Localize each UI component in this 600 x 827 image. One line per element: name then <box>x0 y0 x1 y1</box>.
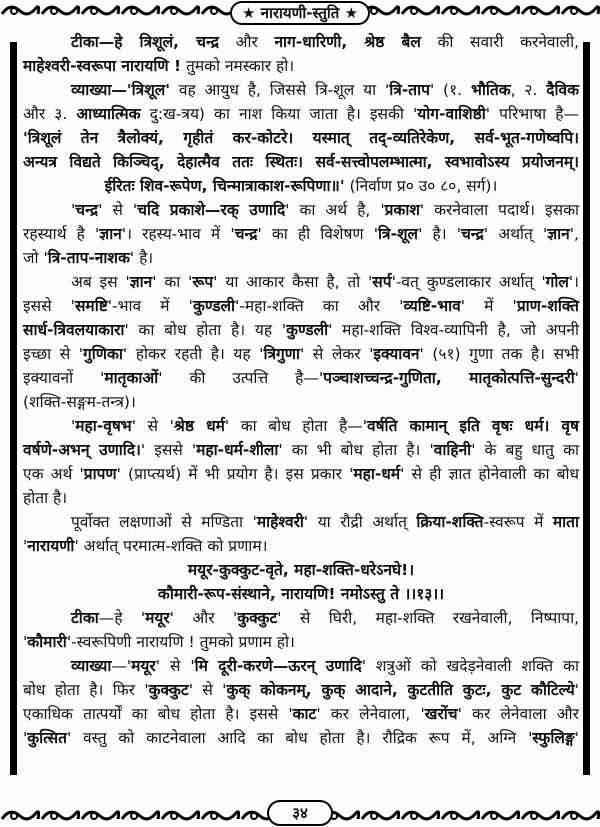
text-span: होता है। <box>23 489 68 507</box>
bold-text: वर्षणे-अभन् उणादि। <box>23 441 141 459</box>
text-span: ' <box>23 729 28 747</box>
text-span: ' करनेवाला पदार्थ। इसका <box>419 201 579 219</box>
text-line <box>23 150 579 174</box>
bold-text: मि दूरी-करणे—ऊरन् उणादि <box>194 657 362 675</box>
text-line <box>23 558 579 582</box>
text-span: ' है। <box>129 249 154 267</box>
bold-text: चदि प्रकाशे—रक् उणादि <box>137 201 286 219</box>
bold-text: अन्यत्र विद्यते किञ्चिद्, देहात्मैव ततः स्थितः। सर्व-सत्त्वोपलम्भात्मा, स्वभावोऽस्य प्रयोजनम्। <box>23 153 579 171</box>
bold-text: कुत्सित <box>27 729 67 747</box>
text-span: (शक्ति-सङ्गम-तन्त्र)। <box>23 393 136 411</box>
text-span: ' से लेकर ' <box>299 345 374 363</box>
bold-text: दैविक <box>546 81 579 99</box>
bold-text: 'त्रिशूलं तेन त्रैलोक्यं, गृहीतं कर-कोटरे। यस्मात् तद्-व्यतिरेकेण, सर्व-भूत-गणेष्वपि। <box>23 129 579 147</box>
text-line <box>23 462 579 486</box>
text-line <box>23 246 579 270</box>
bold-text: रूप <box>192 273 214 291</box>
right-frame-bar <box>583 42 590 775</box>
text-span: ' का बोध होता है। यह ' <box>124 321 287 339</box>
bold-text: चन्द्र <box>75 201 99 219</box>
text-span: ' वस्तु को काटनेवाला आदि का बोध होता है। रौद्रिक रूप में, अग्नि ' <box>66 729 533 747</box>
bold-text: त्रि-ताप-नाशक <box>47 249 130 267</box>
text-span: ' का ' <box>152 273 193 291</box>
text-span: बोध होता है। फिर ' <box>23 681 149 699</box>
bold-text: त्रि-ताप <box>389 81 430 99</box>
text-line <box>23 78 579 102</box>
text-line <box>23 534 579 558</box>
bold-text: प्रापण <box>83 465 117 483</box>
bold-text: टीका <box>71 609 99 627</box>
text-span: ' में ' <box>460 297 517 315</box>
bold-text: वाहिनी <box>433 441 472 459</box>
bold-text: पञ्चाशच्चन्द्र-गुणिता, मातृकोत्पत्ति-सुन्दरी <box>323 369 575 387</box>
bold-text: चन्द्र <box>460 225 484 243</box>
text-line <box>23 294 579 318</box>
text-span: ' महा-शक्ति विश्व-व्यापिनी है, जो अपनी <box>328 321 579 339</box>
bold-text: ईरितः शिव-रूपेण, चिन्मात्राकाश-रूपिणा॥' <box>104 177 345 195</box>
bold-text: कुक् कोकनम्, कुक् आदाने, कुटतीति कुटः, कुट कौटिल्ये <box>226 681 575 699</box>
text-span: ' (प्राप्त्यर्थ) में भी प्रयोग है। इस प्रकार ' <box>116 465 354 483</box>
bold-text: माहेश्वरी <box>256 513 304 531</box>
text-span: (निर्वाण प्र० उ० ८०, सर्ग)। <box>344 177 498 195</box>
bold-text: सार्ध-त्रिवलयाकारा <box>23 321 125 339</box>
text-span: ' का भी बोध होता है। ' <box>278 441 434 459</box>
text-span: ' का ही विशेषण ' <box>257 225 379 243</box>
text-line <box>23 270 579 294</box>
text-line <box>23 102 579 126</box>
text-line <box>23 654 579 678</box>
body-text <box>23 30 579 750</box>
text-span: इक्यावनों ' <box>23 369 105 387</box>
bold-text: चन्द्र <box>234 225 258 243</box>
text-span: —' <box>111 657 132 675</box>
bold-text: मयूर <box>145 609 170 627</box>
text-line <box>23 510 579 534</box>
text-span: ' से ' <box>98 201 138 219</box>
text-span: '-स्वरूपिणी नारायणि ! तुमको प्रणाम हो। <box>66 633 295 651</box>
text-span: ' है। ' <box>418 225 461 243</box>
bold-text: इक्यावन <box>373 345 420 363</box>
text-span: ' कर लेनेवाला और <box>457 705 580 723</box>
text-span: जो ' <box>23 249 48 267</box>
bold-text: ज्ञान <box>99 225 122 243</box>
bold-text: ज्ञान <box>547 225 570 243</box>
text-span: ' <box>574 729 579 747</box>
bold-text: गुणिका <box>83 345 123 363</box>
text-span: ' से घिरी, महा-शक्ति रखनेवाली, निष्पापा, <box>277 609 580 627</box>
page-number: ३४ <box>267 800 333 826</box>
text-span: ' होकर रहती है। यह ' <box>122 345 264 363</box>
text-span: ' और ' <box>169 609 238 627</box>
bold-text: कुण्डली <box>192 297 236 315</box>
bold-text: महा-धर्म-शीला <box>196 441 279 459</box>
text-span: —हे ' <box>98 609 146 627</box>
bold-text: टीका—हे त्रिशूलं, चन्द्र <box>71 33 220 51</box>
text-span: ' का अर्थ है, ' <box>285 201 385 219</box>
bold-text: माहेश्वरी-स्वरूपा नारायणि ! <box>23 57 182 75</box>
text-span: पूर्वोक्त लक्षणाओं से मण्डिता ' <box>71 513 257 531</box>
text-span: ' कर लेनेवाला, ' <box>316 705 425 723</box>
text-line <box>23 486 579 510</box>
text-span: '। <box>568 273 579 291</box>
bold-text: नाग-धारिणी, श्रेष्ठ बैल <box>274 33 421 51</box>
text-span: ' <box>23 537 28 555</box>
bold-text: त्रिगुणा <box>263 345 300 363</box>
bold-text: वर्षति कामान् इति वृषः धर्म। वृष <box>366 417 580 435</box>
text-span: तुमको नमस्कार हो। <box>181 57 295 75</box>
text-span: ' परिभाषा है— <box>485 105 579 123</box>
bold-text: कुक्कुट <box>237 609 278 627</box>
bold-text: आध्यात्मिक <box>76 105 141 123</box>
text-span: ' की उत्पत्ति है—' <box>158 369 324 387</box>
text-line <box>23 438 579 462</box>
page-title: ★ नारायणी-स्तुति ★ <box>230 1 370 25</box>
text-span: ' (५१) गुणा तक है। सभी <box>419 345 579 363</box>
text-span: ' से ' <box>131 417 174 435</box>
bold-text: कुण्डली <box>286 321 329 339</box>
bold-text: कौमारी <box>27 633 67 651</box>
text-span: ' इससे ' <box>140 441 197 459</box>
text-span: ' <box>23 633 28 651</box>
text-line <box>23 678 579 702</box>
text-line <box>23 726 579 750</box>
text-line <box>23 174 579 198</box>
text-line <box>23 198 579 222</box>
text-span: '। रहस्य-भाव में ' <box>121 225 235 243</box>
left-frame-bar <box>10 42 17 775</box>
bold-text: व्यष्टि-भाव <box>403 297 461 315</box>
text-line <box>23 318 579 342</box>
text-span: ' <box>71 201 76 219</box>
bold-text: गोल <box>545 273 569 291</box>
bold-text: योग-वाशिष्ठी <box>417 105 486 123</box>
text-span: दु:ख-त्रय) का नाश किया जाता है। इसकी ' <box>140 105 418 123</box>
text-line <box>23 414 579 438</box>
text-line <box>23 606 579 630</box>
text-span: ' के बहु धातु का <box>471 441 579 459</box>
bold-text: काट <box>292 705 317 723</box>
bold-text: नारायणी <box>27 537 75 555</box>
text-span: वह आयुध है, जिससे त्रि-शूल या ' <box>170 81 390 99</box>
text-span: एक अर्थ ' <box>23 465 84 483</box>
text-span: इच्छा से ' <box>23 345 84 363</box>
text-span: ' से ' <box>188 681 227 699</box>
bold-text: प्रकाश <box>384 201 420 219</box>
bold-text: मातृकाओं <box>104 369 159 387</box>
text-line <box>23 342 579 366</box>
text-span: और ३. <box>23 105 77 123</box>
text-span: ' या रौद्री अर्थात् <box>303 513 417 531</box>
text-span: ' से ' <box>155 657 195 675</box>
text-span: -स्वरूप में <box>483 513 553 531</box>
text-line <box>23 630 579 654</box>
bold-text: कुक्कुट <box>148 681 189 699</box>
text-span: एकाधिक तात्पर्यों का बोध होता है। इससे ' <box>23 705 293 723</box>
text-span: ' से ही ज्ञात होनेवाली का बोध <box>400 465 579 483</box>
bold-text: क्रिया-शक्ति <box>416 513 484 531</box>
text-line <box>23 222 579 246</box>
text-span: ' <box>574 369 579 387</box>
text-span: इससे ' <box>23 297 75 315</box>
bold-text: ज्ञान <box>129 273 153 291</box>
text-span: ' (१. <box>429 81 471 99</box>
text-span: '-महा-शक्ति का और ' <box>235 297 404 315</box>
bold-text: महा-धर्म <box>353 465 401 483</box>
bold-text: त्रि-शूल <box>378 225 419 243</box>
bold-text: समष्टि <box>74 297 108 315</box>
text-span: ' अर्थात् ' <box>483 225 548 243</box>
text-span: ' का बोध होता है—' <box>224 417 367 435</box>
bold-text: मयूर-कुक्कुट-वृते, महा-शक्ति-धरेऽनघे!। <box>187 561 415 579</box>
text-line <box>23 582 579 606</box>
text-span: ' या आकार कैसा है, तो ' <box>213 273 373 291</box>
bold-text: व्याख्या <box>71 657 112 675</box>
bold-text: सर्प <box>372 273 392 291</box>
bold-text: महा-वृषभ <box>75 417 132 435</box>
bold-text: खरोंच <box>424 705 458 723</box>
text-span: '-भाव में ' <box>107 297 193 315</box>
bold-text: मयूर <box>131 657 156 675</box>
text-line <box>23 366 579 390</box>
bold-text: भौतिक <box>470 81 511 99</box>
text-span: रहस्यार्थ है ' <box>23 225 100 243</box>
bold-text: कौमारी-रूप-संस्थाने, नारायणि! नमोऽस्तु ते ।।१३।। <box>157 585 445 603</box>
text-line <box>23 30 579 54</box>
text-line <box>23 702 579 726</box>
bold-text: माता <box>552 513 580 531</box>
bold-text: स्फुलिङ्ग <box>532 729 575 747</box>
text-line <box>23 54 579 78</box>
text-span: ', <box>569 225 579 243</box>
bold-text: व्याख्या—'त्रिशूल' <box>71 81 170 99</box>
text-span: ' <box>71 417 76 435</box>
text-span: की सवारी करनेवाली, <box>420 33 580 51</box>
text-span: और <box>219 33 275 51</box>
text-line <box>23 126 579 150</box>
text-span: '-वत् कुण्डलाकार अर्थात् ' <box>391 273 546 291</box>
text-span: ' अर्थात् परमात्म-शक्ति को प्रणाम। <box>74 537 268 555</box>
bold-text: श्रेष्ठ धर्म <box>173 417 225 435</box>
text-span: ' शत्रुओं को खदेड़नेवाली शक्ति का <box>361 657 579 675</box>
text-span: ' <box>574 681 579 699</box>
bold-text: प्राण-शक्ति <box>516 297 579 315</box>
text-line <box>23 390 579 414</box>
text-span: , २. <box>510 81 547 99</box>
text-span: अब इस ' <box>71 273 130 291</box>
